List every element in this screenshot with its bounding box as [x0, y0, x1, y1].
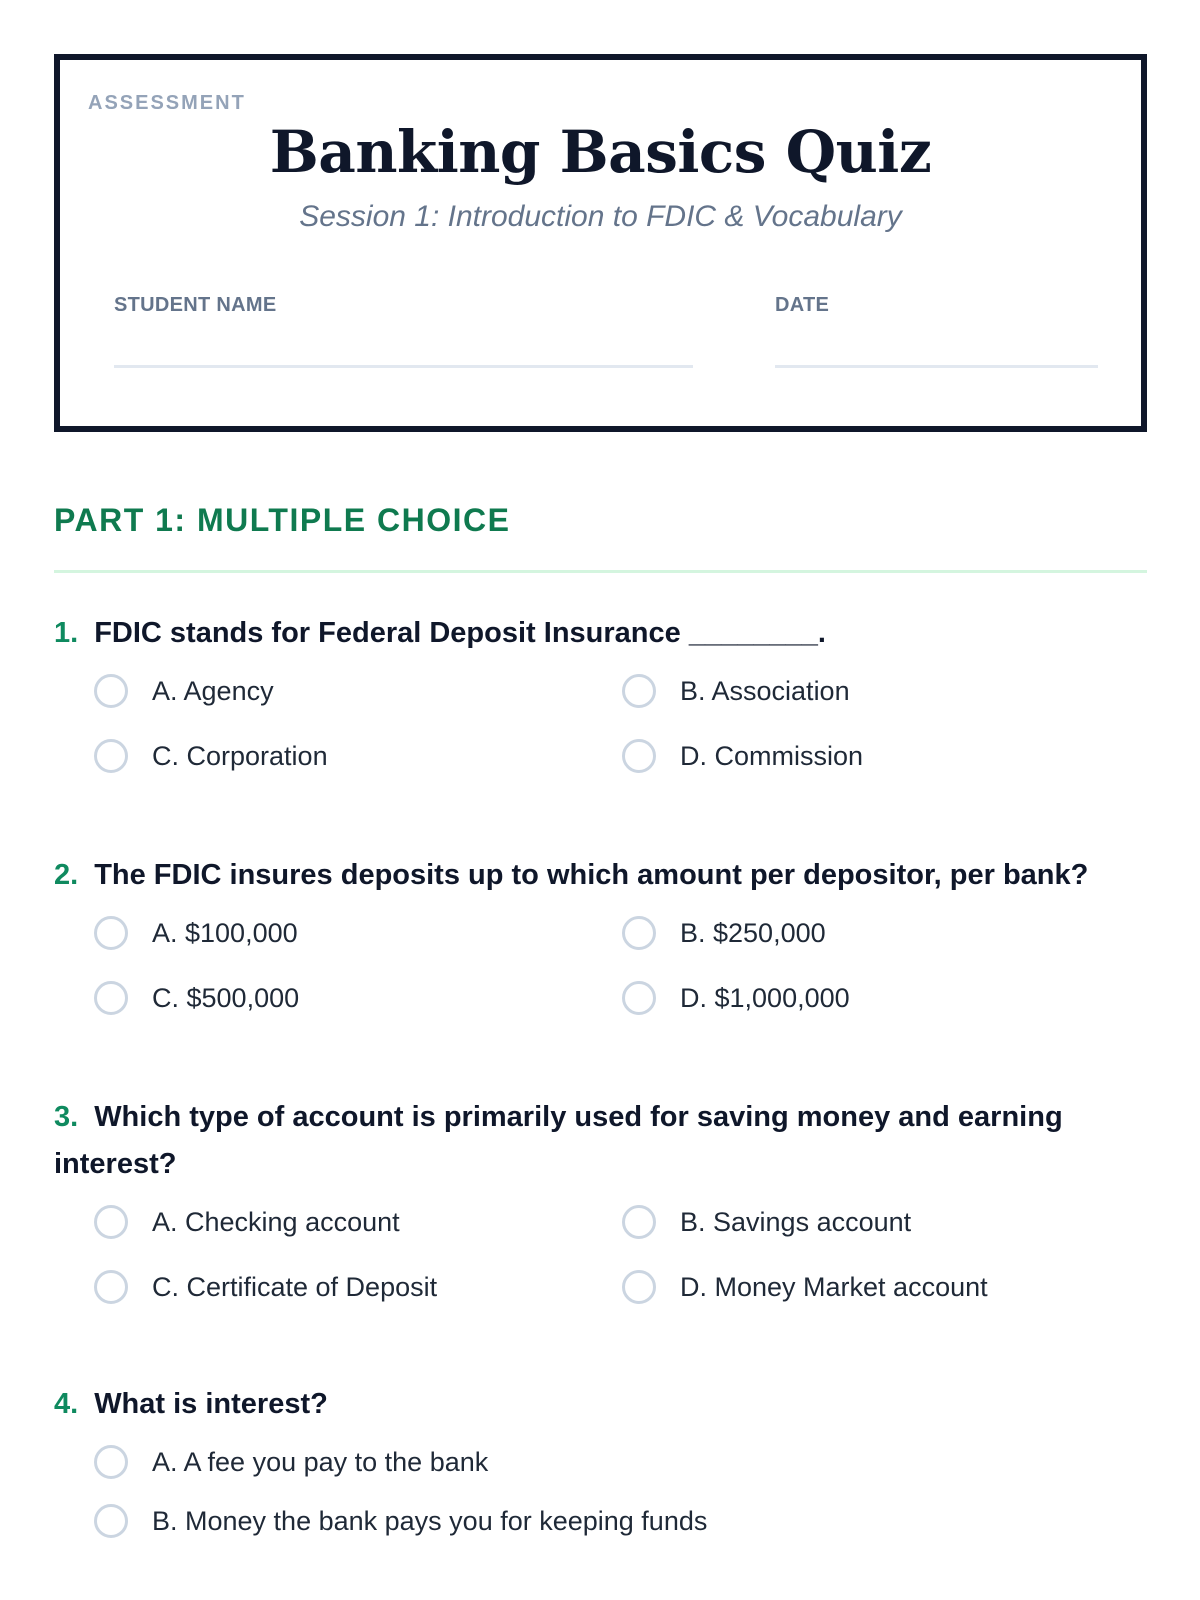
option-label: D. Money Market account: [680, 1271, 988, 1302]
option-label: C. Certificate of Deposit: [152, 1271, 438, 1302]
option-b[interactable]: [622, 1202, 911, 1242]
radio-button[interactable]: [94, 739, 128, 773]
option-c[interactable]: [94, 736, 328, 776]
date-label: DATE: [775, 294, 830, 316]
option-d[interactable]: [622, 1267, 988, 1307]
option-a[interactable]: [94, 913, 298, 953]
question-text: [54, 1381, 1154, 1428]
option-c[interactable]: [94, 978, 299, 1018]
option-label: B. Savings account: [680, 1206, 912, 1237]
option-label: C. Corporation: [152, 740, 328, 771]
option-label: B. Money the bank pays you for keeping funds: [152, 1505, 708, 1536]
option-label: A. A fee you pay to the bank: [152, 1446, 489, 1477]
radio-button[interactable]: [94, 1504, 128, 1538]
question-4: [54, 1381, 1154, 1552]
question-number: 4.: [54, 1388, 79, 1420]
date-field[interactable]: [775, 294, 1098, 368]
question-text: [54, 852, 1154, 899]
question-number: 3.: [54, 1101, 79, 1133]
option-label: A. $100,000: [152, 917, 298, 948]
question-text: [54, 610, 1154, 657]
option-d[interactable]: [622, 978, 850, 1018]
option-c[interactable]: [94, 1267, 437, 1307]
option-label: A. Checking account: [152, 1206, 400, 1237]
question-prompt: The FDIC insures deposits up to which amount per depositor, per bank?: [94, 859, 1089, 891]
radio-button[interactable]: [94, 674, 128, 708]
radio-button[interactable]: [94, 981, 128, 1015]
student-name-line[interactable]: [114, 365, 693, 368]
question-prompt: Which type of account is primarily used for saving money and earning interest?: [54, 1101, 1063, 1180]
option-label: D. $1,000,000: [680, 982, 850, 1013]
date-line[interactable]: [775, 365, 1098, 368]
quiz-title: Banking Basics Quiz: [269, 118, 932, 186]
radio-button[interactable]: [622, 916, 656, 950]
question-2: [54, 852, 1154, 1033]
option-label: A. Agency: [152, 675, 274, 706]
options-group: [54, 1202, 1154, 1322]
radio-button[interactable]: [94, 916, 128, 950]
question-3: [54, 1094, 1154, 1322]
options-group: [54, 1442, 1154, 1552]
student-name-label: STUDENT NAME: [114, 294, 277, 316]
question-text: [54, 1094, 1154, 1188]
question-number: 1.: [54, 617, 79, 649]
option-a[interactable]: [94, 1202, 400, 1242]
question-prompt: FDIC stands for Federal Deposit Insurance ________.: [94, 617, 826, 649]
radio-button[interactable]: [622, 1270, 656, 1304]
radio-button[interactable]: [622, 1205, 656, 1239]
eyebrow-label: ASSESSMENT: [88, 92, 246, 114]
radio-button[interactable]: [622, 674, 656, 708]
option-label: D. Commission: [680, 740, 864, 771]
option-d[interactable]: [622, 736, 863, 776]
option-b[interactable]: [622, 913, 826, 953]
part-1-heading: PART 1: MULTIPLE CHOICE: [54, 502, 511, 538]
radio-button[interactable]: [94, 1445, 128, 1479]
radio-button[interactable]: [622, 739, 656, 773]
option-a[interactable]: [94, 1442, 488, 1482]
option-b[interactable]: [622, 671, 850, 711]
option-b[interactable]: [94, 1501, 707, 1541]
question-number: 2.: [54, 859, 79, 891]
student-name-field[interactable]: [114, 294, 693, 368]
quiz-header-card: [54, 54, 1147, 432]
option-label: B. $250,000: [680, 917, 826, 948]
question-1: [54, 610, 1154, 791]
question-prompt: What is interest?: [94, 1388, 328, 1420]
radio-button[interactable]: [94, 1205, 128, 1239]
option-label: C. $500,000: [152, 982, 300, 1013]
part-1-divider: [54, 570, 1147, 573]
options-group: [54, 913, 1154, 1033]
radio-button[interactable]: [622, 981, 656, 1015]
option-a[interactable]: [94, 671, 274, 711]
quiz-subtitle: Session 1: Introduction to FDIC & Vocabulary: [299, 200, 902, 233]
options-group: [54, 671, 1154, 791]
option-label: B. Association: [680, 675, 850, 706]
radio-button[interactable]: [94, 1270, 128, 1304]
